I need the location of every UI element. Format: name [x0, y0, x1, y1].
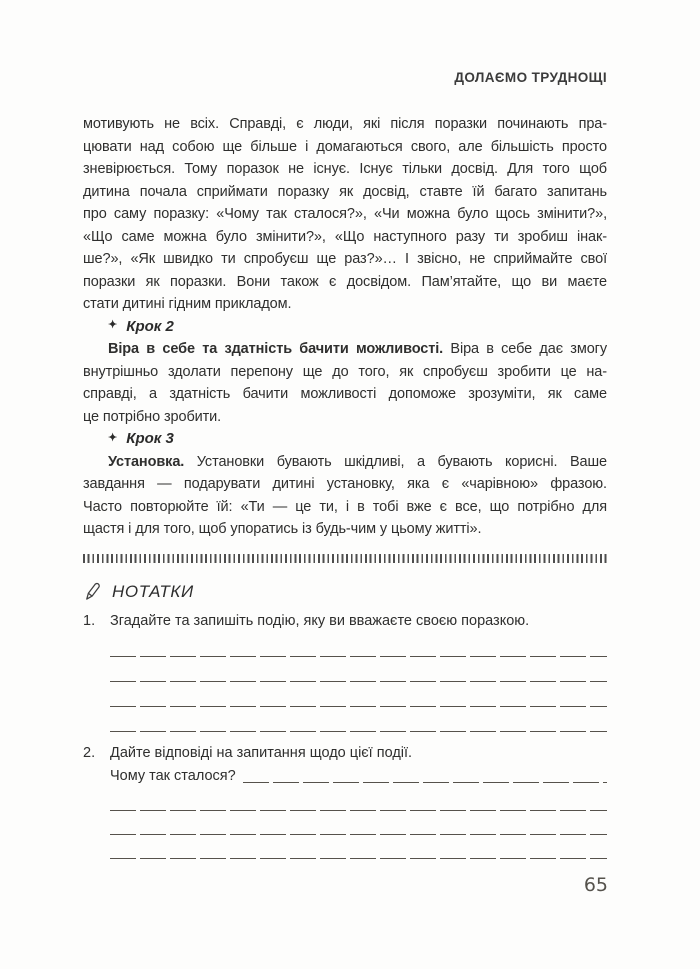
text-line: [83, 473, 607, 496]
body-blocks: [83, 113, 607, 541]
blank-line: [110, 632, 607, 657]
text-line: [83, 226, 607, 249]
text-line: [83, 248, 607, 271]
question-row: [110, 765, 607, 788]
page-number: 65: [583, 874, 608, 896]
text-line: [83, 136, 607, 159]
text: щастя і для того, щоб упоратись із будь-чим у цьому житті».: [83, 521, 482, 537]
blank-line: [110, 787, 607, 811]
tick-border-divider: [83, 554, 607, 563]
blank-lines: [110, 787, 607, 859]
text-line: [83, 496, 607, 519]
bold-text: Віра в себе та здатність бачити можливості.: [108, 341, 444, 357]
item-body: [110, 742, 607, 787]
text-line: [83, 271, 607, 294]
note-item: [83, 610, 607, 633]
text: завдання — подарувати дитині установку, яка є «чарівною» фразою.: [83, 476, 607, 492]
step-label: Крок 3: [126, 430, 174, 447]
text: зневірюється. Тому поразок не існує. Існує тільки досвід. Для того щоб: [83, 161, 607, 177]
text: поразки як поразки. Вони також є досвідом. Пам’ятайте, що ви маєте: [83, 273, 607, 290]
text-line: [83, 451, 607, 474]
paragraph: [83, 113, 607, 316]
text: ше?», «Як швидко ти спробуєш ще раз?»… І звісно, не сприймайте свої: [83, 251, 607, 267]
text-line: [83, 406, 607, 429]
notes-title: НОТАТКИ: [112, 581, 194, 601]
text: це потрібно зробити.: [83, 408, 222, 425]
text: «Що саме можна було змінити?», «Що наступного разу ти зробиш інак-: [83, 228, 607, 245]
paragraph: [83, 338, 607, 428]
note-item: [83, 742, 607, 787]
item-text: Згадайте та запишіть подію, яку ви вважаєте своєю поразкою.: [110, 612, 530, 629]
blank-lines: [110, 632, 607, 732]
page-content: [83, 0, 607, 869]
text-line: [83, 293, 607, 316]
text: стати дитині гідним прикладом.: [83, 296, 292, 312]
text: Часто повторюйте їй: «Ти — це ти, і в тобі вже є все, що потрібно для: [83, 498, 607, 515]
item-text: Дайте відповіді на запитання щодо цієї події.: [110, 745, 413, 761]
diamond-icon: ✦: [108, 319, 118, 332]
pen-icon: [82, 581, 103, 602]
item-number: 1.: [83, 612, 96, 629]
text-line: [83, 158, 607, 181]
running-header: ДОЛАЄМО ТРУДНОЩІ: [454, 70, 607, 85]
step-heading: [108, 428, 607, 451]
text-line: [83, 383, 607, 406]
step-heading: [108, 316, 607, 339]
text: справді, а здатність бачити можливості допоможе зрозуміти, як саме: [83, 386, 607, 402]
text: внутрішньо здолати перепону ще до того, як спробуєш зробити це на-: [83, 363, 607, 380]
blank-line: [110, 835, 607, 859]
blank-line: [110, 657, 607, 682]
notes-list: [83, 610, 607, 870]
text: про саму поразку: «Чому так сталося?», «Чи можна було щось змінити?»,: [83, 206, 607, 222]
blank-line: [110, 811, 607, 835]
text: Віра в себе дає змогу: [443, 341, 607, 357]
item-number: 2.: [83, 745, 96, 761]
text: мотивують не всіх. Справді, є люди, які після поразки починають пра-: [83, 116, 607, 132]
text-line: [83, 518, 607, 541]
answer-line: [243, 782, 607, 784]
text-line: [83, 338, 607, 361]
text-line: [83, 113, 607, 136]
question-label: Чому так сталося?: [110, 767, 236, 784]
step-label: Крок 2: [126, 317, 174, 335]
notes-heading: [83, 580, 607, 604]
spacer: [83, 859, 607, 869]
text: дитина почала сприймати поразку як досвід, ставте їй багато запитань: [83, 183, 607, 200]
text: Установки бувають шкідливі, а бувають корисні. Ваше: [184, 453, 607, 470]
blank-line: [110, 682, 607, 707]
bold-text: Установка.: [108, 453, 185, 470]
spacer: [83, 732, 607, 742]
text-line: [83, 361, 607, 384]
text-line: [83, 203, 607, 226]
blank-line: [110, 707, 607, 732]
paragraph: [83, 451, 607, 541]
diamond-icon: ✦: [108, 431, 118, 444]
text-line: [83, 181, 607, 204]
item-body: [110, 610, 607, 633]
text: цювати над собою ще більше і домагаються свого, але більшість просто: [83, 138, 607, 155]
